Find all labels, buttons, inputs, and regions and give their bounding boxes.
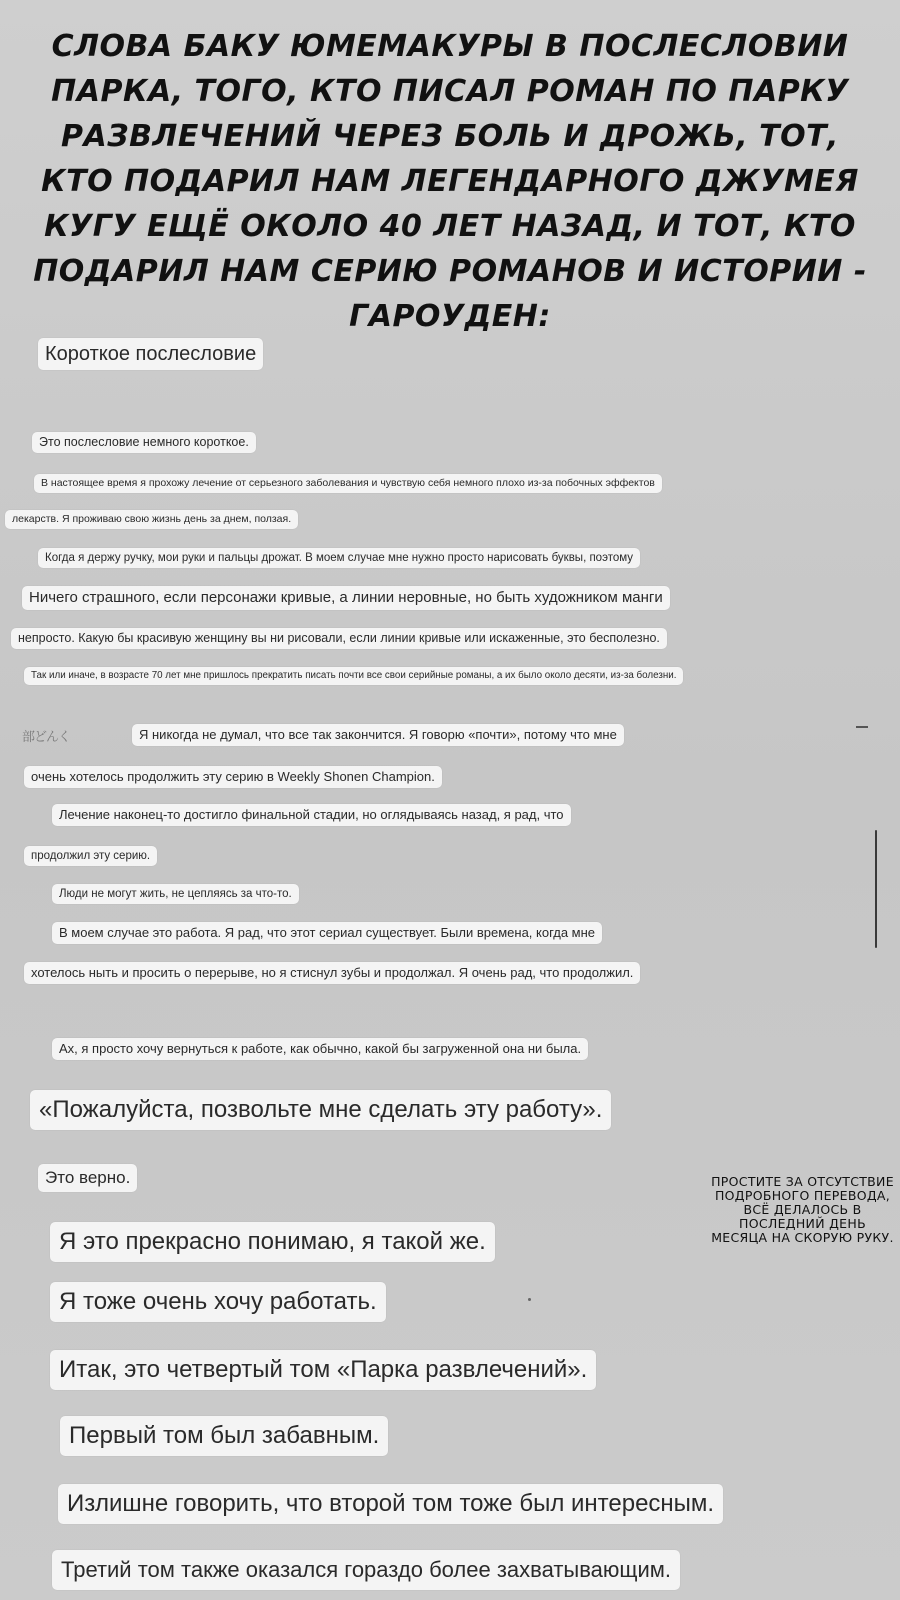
text-line: очень хотелось продолжить эту серию в Weekly Shonen Champion. — [24, 766, 442, 788]
page-title: СЛОВА БАКУ ЮМЕМАКУРЫ В ПОСЛЕСЛОВИИ ПАРКА, ТОГО, КТО ПИСАЛ РОМАН ПО ПАРКУ РАЗВЛЕЧЕНИЙ ЧЕРЕЗ БОЛЬ И ДРОЖЬ, ТОТ, КТО ПОДАРИЛ НАМ ЛЕГЕНДАРНОГО ДЖУМЕЯ КУГУ ЕЩЁ ОКОЛО 40 ЛЕТ НАЗАД, И ТОТ, КТО ПОДАРИЛ НАМ СЕРИЮ РОМАНОВ И ИСТОРИИ - ГАРОУДЕН: — [33, 29, 867, 334]
text-line: хотелось ныть и просить о перерыве, но я стиснул зубы и продолжал. Я очень рад, что продолжил. — [24, 962, 640, 984]
text-line: Ничего страшного, если персонажи кривые, а линии неровные, но быть художником манги — [22, 586, 670, 610]
text-line: продолжил эту серию. — [24, 846, 157, 866]
text-line: В моем случае это работа. Я рад, что этот сериал существует. Были времена, когда мне — [52, 922, 602, 944]
text-line: Ах, я просто хочу вернуться к работе, как обычно, какой бы загруженной она ни была. — [52, 1038, 588, 1060]
text-line: «Пожалуйста, позвольте мне сделать эту работу». — [30, 1090, 611, 1130]
text-line: Итак, это четвертый том «Парка развлечений». — [50, 1350, 596, 1390]
translator-note: ПРОСТИТЕ ЗА ОТСУТСТВИЕ ПОДРОБНОГО ПЕРЕВОДА, ВСЁ ДЕЛАЛОСЬ В ПОСЛЕДНИЙ ДЕНЬ МЕСЯЦА НА СКОРУЮ РУКУ. — [711, 1174, 894, 1245]
text-line: Я никогда не думал, что все так закончится. Я говорю «почти», потому что мне — [132, 724, 624, 746]
text-line: Я тоже очень хочу работать. — [50, 1282, 386, 1322]
scrollbar[interactable] — [875, 830, 877, 948]
text-line: Лечение наконец-то достигло финальной стадии, но оглядываясь назад, я рад, что — [52, 804, 571, 826]
text-line: Это послесловие немного короткое. — [32, 432, 256, 453]
text-line: Излишне говорить, что второй том тоже был интересным. — [58, 1484, 723, 1524]
text-line: Это верно. — [38, 1164, 137, 1192]
text-line: Третий том также оказался гораздо более захватывающим. — [52, 1550, 680, 1590]
text-line: лекарств. Я проживаю свою жизнь день за днем, ползая. — [5, 510, 298, 529]
scan-mark — [856, 726, 868, 728]
scan-dot — [528, 1298, 531, 1301]
text-line: Первый том был забавным. — [60, 1416, 388, 1456]
text-line: Люди не могут жить, не цепляясь за что-то. — [52, 884, 299, 904]
text-line: Когда я держу ручку, мои руки и пальцы дрожат. В моем случае мне нужно просто нарисовать буквы, поэтому — [38, 548, 640, 568]
japanese-marks: 部どんく — [22, 730, 71, 745]
text-line: Я это прекрасно понимаю, я такой же. — [50, 1222, 495, 1262]
text-line: Так или иначе, в возрасте 70 лет мне пришлось прекратить писать почти все свои серийные романы, а их было около десяти, из-за болезни. — [24, 667, 683, 685]
text-line: непросто. Какую бы красивую женщину вы ни рисовали, если линии кривые или искаженные, это бесполезно. — [11, 628, 667, 649]
afterword-heading: Короткое послесловие — [38, 338, 263, 370]
text-line: В настоящее время я прохожу лечение от серьезного заболевания и чувствую себя немного плохо из-за побочных эффектов — [34, 474, 662, 493]
